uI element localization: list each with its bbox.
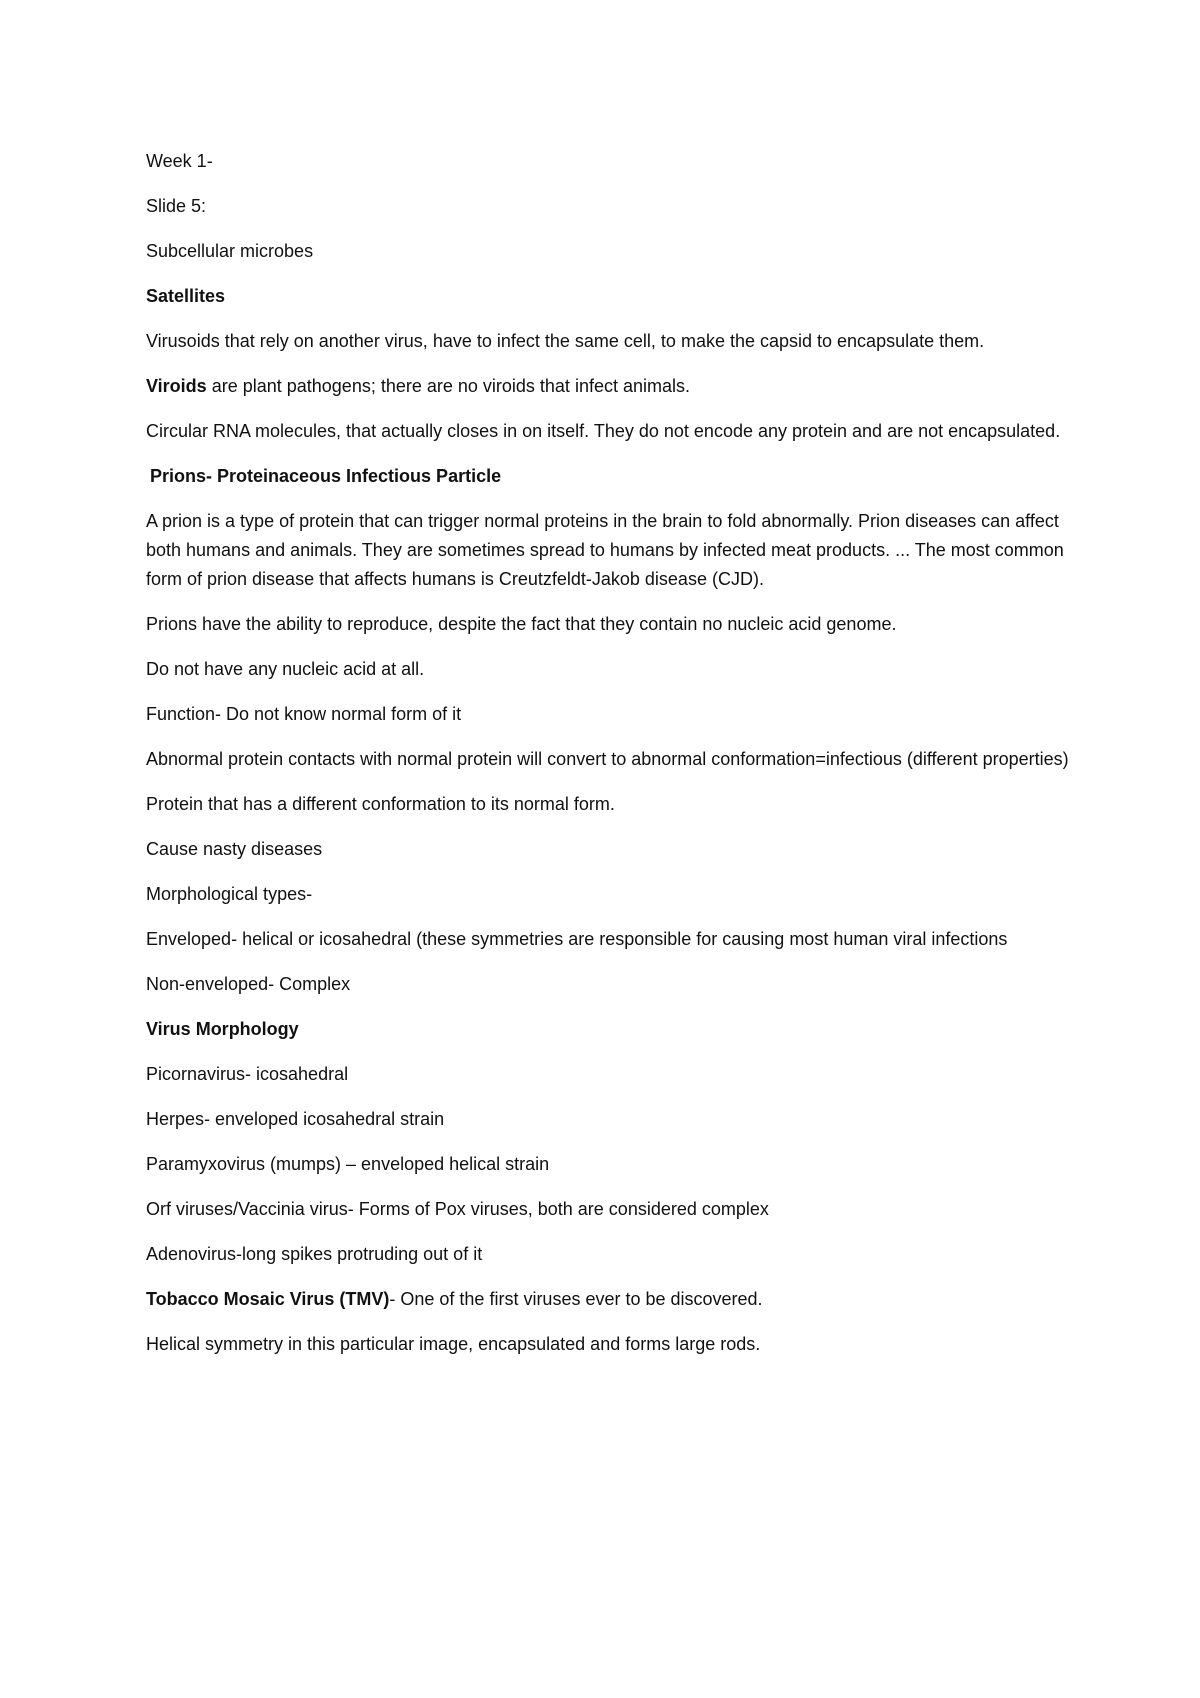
orf-viruses-paragraph: Orf viruses/Vaccinia virus- Forms of Pox viruses, both are considered complex [146,1199,769,1219]
virus-morphology-heading: Virus Morphology [146,1019,299,1039]
slide-label: Slide 5: [146,196,207,216]
satellites-heading: Satellites [146,286,226,306]
paramyxovirus-paragraph: Paramyxovirus (mumps) – enveloped helical strain [146,1154,550,1174]
tmv-paragraph [146,1285,1080,1314]
tmv-text: - One of the first viruses ever to be discovered. [389,1289,763,1309]
week-label: Week 1- [146,151,213,171]
subcellular-microbes-text: Subcellular microbes [146,241,314,261]
viroids-text: are plant pathogens; there are no viroids that infect animals. [206,376,690,396]
adenovirus-paragraph: Adenovirus-long spikes protruding out of it [146,1244,483,1264]
enveloped-paragraph: Enveloped- helical or icosahedral (these symmetries are responsible for causing most human viral infections [146,929,1008,949]
prions-heading: Prions- Proteinaceous Infectious Particle [150,466,502,486]
helical-symmetry-paragraph: Helical symmetry in this particular image, encapsulated and forms large rods. [146,1334,761,1354]
viroids-paragraph [146,372,1080,401]
nasty-diseases-paragraph: Cause nasty diseases [146,839,323,859]
picornavirus-paragraph: Picornavirus- icosahedral [146,1064,349,1084]
function-paragraph: Function- Do not know normal form of it [146,704,462,724]
circular-rna-paragraph: Circular RNA molecules, that actually closes in on itself. They do not encode any protein and are not encapsulated. [146,421,1061,441]
satellites-paragraph: Virusoids that rely on another virus, have to infect the same cell, to make the capsid to encapsulate them. [146,331,985,351]
abnormal-contact-paragraph: Abnormal protein contacts with normal protein will convert to abnormal conformation=infectious (different properties) [146,749,1069,769]
prions-reproduce-paragraph: Prions have the ability to reproduce, despite the fact that they contain no nucleic acid genome. [146,614,897,634]
morphological-types-paragraph: Morphological types- [146,884,313,904]
non-enveloped-paragraph: Non-enveloped- Complex [146,974,351,994]
no-nucleic-acid-paragraph: Do not have any nucleic acid at all. [146,659,425,679]
conformation-paragraph: Protein that has a different conformation to its normal form. [146,794,615,814]
prion-definition-paragraph: A prion is a type of protein that can trigger normal proteins in the brain to fold abnormally. Prion diseases can affect both humans and animals. They are sometimes spread to humans by infected meat products. ... The most common form of prion disease that affects humans is Creutzfeldt-Jakob disease (CJD). [146,511,1064,589]
tmv-term: Tobacco Mosaic Virus (TMV) [146,1289,390,1309]
herpes-paragraph: Herpes- enveloped icosahedral strain [146,1109,445,1129]
viroids-term: Viroids [146,376,207,396]
